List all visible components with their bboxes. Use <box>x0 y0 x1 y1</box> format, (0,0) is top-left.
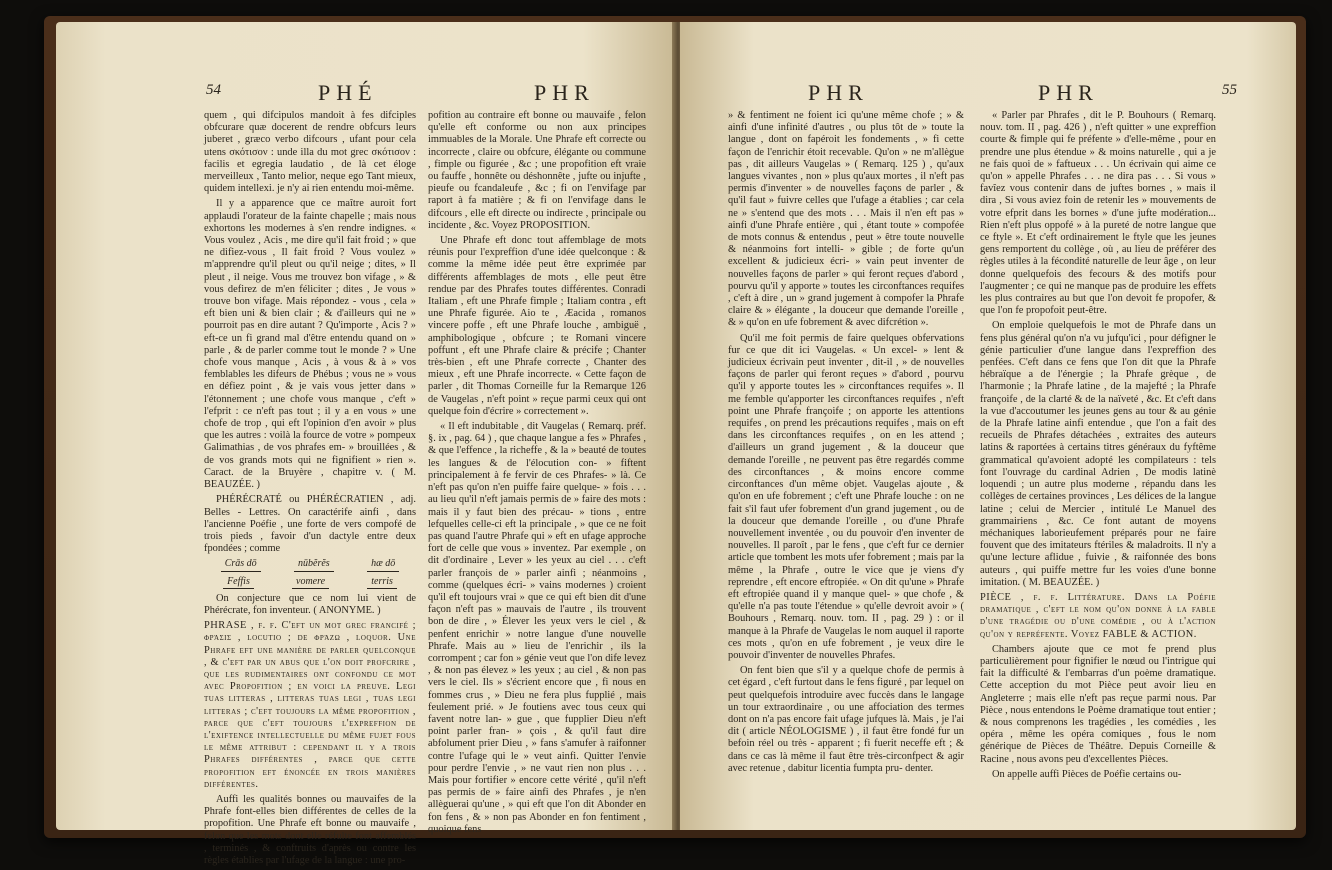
verse-word: terris <box>367 576 397 589</box>
verse-scansion-2 <box>204 576 416 589</box>
header-right-col1: PHR <box>808 80 869 105</box>
right-column-1 <box>728 110 964 778</box>
paragraph: « Il eft indubitable , dit Vaugelas ( Remarq. préf. §. ix , pag. 64 ) , que chaque langue a fes » Phrafes , & que l'effence , la richeffe , & la » beauté de toutes les langues & de l'élocution con- » fiftent principalement à fe fervir de ces Phrafes- » là. Ce n'eft pas qu'on n'en puiffe faire quelque- » fois . . . au lieu qu'il n'eft jamais permis de » faire des mots : mais il y faut bien des précau- » tions , entre lefquelles celle-ci eft la principale , » que ce ne foit pas quand l'autre Phrafe qui » eft en ufage approche fort de celle que vous » inventez. Par exemple , on dit d'ordinaire , Lever » les yeux au ciel . . . c'eft parler françois de » parler ainfi ; néanmoins , comme (quelques écri- » vains modernes ) croient qu'il eft toujours vrai » que ce qui eft bien dit d'une façon n'eft pas » mauvais de l'autre , ils trouvent bon de dire , » Élever les yeux vers le ciel , & penfent enrichir » notre langue d'une nouvelle Phrafe. Mais au » lieu de l'enrichir , ils la corrompent ; car fon » génie veut que l'on dife levez , & non pas élevez » les yeux ; au ciel , & non pas vers le ciel. Ils » s'écrient encore que , fi nous en fommes crus , » Dieu ne fera plus fupplié , mais feulement prié. » Je foutiens avec tous ceux qui favent notre lan- » gue , que fupplier Dieu n'eft point parler fran- » çois , & qu'il faut dire abfolument prier Dieu , » fans s'amufer à raifonner contre l'ufage qui le » veut ainfi. Quitter l'envie pour perdre l'envie , » ne vaut rien non plus . . . Mais pour fortifier » encore cette vérité , qu'il n'eft pas permis de » faire ainfi des Phrafes , je n'en allèguerai qu'une , » qui eft que l'on dit Abonder en fon fens , & » non pas Abonder en fon fentiment , quoique fens <box>428 421 646 835</box>
paragraph: On conjecture que ce nom lui vient de Phérécrate, fon inventeur. ( ANONYME. ) <box>204 592 416 616</box>
paragraph: On appelle auffi Pièces de Poéfie certains ou- <box>992 768 1182 780</box>
paragraph: On fent bien que s'il y a quelque chofe de permis à cet égard , c'eft furtout dans le fens figuré , par lequel on peut quelquefois introduire avec fuccès dans le langage un tour extraordinaire , ou une affociation des termes dont on n'a pas encore fait ufage jufques là. Mais , je l'ai dit ( article NÉOLOGISME ) , il faut être fondé fur un befoin réel ou très - apparent ; fi fuerit neceffe eft ; & dans ce cas là même il faut être très-circonfpect & agir avec retenue , dabitur licentia fumpta pru- denter. <box>728 665 964 774</box>
page-number-right: 55 <box>1222 82 1237 98</box>
paragraph: PHÉRÉCRATÉ ou PHÉRÉCRATIEN , adj. Belles - Lettres. On caractérife ainfi , dans l'ancienne Poéfie , une forte de vers compofé de trois pieds , favoir d'un dactyle entre deux fpondées ; comme <box>204 494 416 555</box>
paragraph: Il y a apparence que ce maître auroit fort applaudi l'orateur de la fainte chapelle ; mais nous exhortons les modernes à s'en rendre indignes. « Vous voulez , Acis , me dire qu'il fait froid ; » que ne difiez-vous , Il fait froid ? Vous voulez » m'apprendre qu'il pleut ou qu'il neige ; dites, » Il pleut , il neige. Vous me trouvez bon vifage , » & vous defirez de m'en féliciter ; dites , Je vous » trouve bon vifage. Mais répondez - vous , cela » eft bien uni & bien clair ; & d'ailleurs qui ne » pourroit pas en dire autant ? Qu'importe , Acis ? » eft-ce un fi grand mal d'être entendu quand on » parle , & de parler comme tout le monde ? » Une chofe vous manque , Acis , à vous & à » vos femblables les difeurs de Phébus ; vous ne » vous en défiez point , & je vais vous jetter dans » l'étonnement ; une chofe vous manque , c'eft » l'efprit : ce n'eft pas tout ; il y a en vous » une chofe de trop , qui eft l'opinion d'en avoir » plus que les autres : voilà la fource de votre » pompeux Galimathias , de vos phrafes em- » brouillées , & de vos grands mots qui ne fignifient » rien ». Caract. de la Bruyère , chapitre v. ( M. BEAUZÉE. ) <box>204 198 416 491</box>
left-column-1 <box>204 110 416 870</box>
verse-word: vomere <box>292 576 329 589</box>
header-left-col1: PHÉ <box>318 80 378 105</box>
entry-piece: PIÈCE , f. f. Littérature. Dans la Poéfie dramatique , c'eft le nom qu'on donne à la fable d'une tragédie ou d'une comédie , ou à l'action qu'on y repréfente. Voyez FABLE & ACTION. <box>980 591 1216 640</box>
paragraph: pofition au contraire eft bonne ou mauvaife , felon qu'elle eft conforme ou non aux principes immuables de la Morale. Une Phrafe eft correcte ou incorrecte , claire ou obfcure, élégante ou commune , fimple ou figurée , &c ; une propofition eft vraie ou fauffe , honnête ou déshonnête , jufte ou injufte , pieufe ou fcandaleufe , &c ; fi on l'envifage par raport à fa matière ; & fi on l'envifage dans le difcours , elle eft directe ou indirecte , principale ou incidente , &c. Voyez PROPOSITION. <box>428 110 646 231</box>
paragraph: « Parler par Phrafes , dit le P. Bouhours ( Remarq. nouv. tom. II , pag. 426 ) , n'eft quitter » une expreffion courte & fimple qui fe préfente » d'elle-même , pour en prendre une plus étendue » & moins naturelle , qui a je ne fais quoi de » faftueux . . . Un écrivain qui aime ce qu'on » appelle Phrafes . . . ne dira pas . . . Si vous » favîez vous contenir dans de juftes bornes , » mais il dira , Si vous aviez foin de retenir les » mouvements de votre efprit dans les bornes » d'une jufte modération... Rien n'eft plus oppofé » à la pureté de notre langue que ce ftyle ». Et c'eft ordinairement le ftyle que les jeunes gens remportent du collège , où , au lieu de préférer des règles utiles à la fécondité naturelle de leur âge , on leur donne quelquefois des fecours & des motifs pour l'augmenter ; ce qui ne manque pas de produire les effets les plus contraires au but que l'on devoit fe propofer, & que l'on fe propofoit peut-être. <box>980 110 1216 317</box>
verse-foot: hæ dō <box>367 558 399 571</box>
right-page <box>680 22 1296 830</box>
paragraph: quem , qui difcipulos mandoit à fes difciples obfcurare quæ docerent de rendre obfcurs leurs juberet , græco verbo difcours , ufant pour cela utens σκότισον : unde illa du mot grec σκότισον : facilis et egregia laudatio , de là cet éloge merveilleux , Tanto melior, neque ego Tant mieux, quidem intellexi. je n'y ai rien entendu moi-même. <box>204 110 416 195</box>
verse-foot: nūbĕrĕs <box>294 558 334 571</box>
header-right-col2: PHR <box>1038 80 1099 105</box>
paragraph: Une Phrafe eft donc tout affemblage de mots réunis pour l'expreffion d'une idée quelconque : & comme la même idée peut être exprimée par différents affemblages de mots , elle peut être rendue par des Phrafes toutes différentes. Conradi Italiam , eft une Phrafe fimple ; Italiam contra , eft une Phrafe figurée. Aio te , Æacida , romanos vincere poffe , eft une Phrafe louche , ambiguë , amphibologique , obfcure ; te Romani vincere poffunt , eft une Phrafe claire & précife ; Chanter très-bien , eft une Phrafe correcte , Chanter des mieux , eft une Phrafe incorrecte. « Cette façon de parler , dit Thomas Corneille fur la Remarque 126 de Vaugelas , n'eft point » reçue parmi ceux qui ont quelque foin d'écrire » correctement ». <box>428 235 646 417</box>
paragraph: Qu'il me foit permis de faire quelques obfervations fur ce que dit ici Vaugelas. « Un excel- » lent & judicieux écrivain peut inventer , dit-il , » de nouvelles façons de parler qui feront reçues » d'abord , pourvu qu'il y apporte toutes les » circonftances requifes ». Il me femble qu'apporter les circonftances requifes , n'eft point une Phrafe françoife ; on apporte les attentions requifes , on prend les précautions requifes , mais on eft dans les circonftances requifes , on en les attend ; d'ailleurs un grand jugement , & la douceur que demande l'oreille , ne peuvent pas être regardés comme des circonftances , & moins encore comme circonftances d'un même objet. Vaugelas ajoute , & qu'on en ufe fobrement ; c'eft une Phrafe louche : on ne fait s'il faut ufer fobrement d'un grand jugement , ou de la douceur que demande l'oreille , ou d'une Phrafe nouvellement inventée , ou du pouvoir d'en inventer de nouvelles. Il paroît , par le fens , que c'eft fur ce dernier article que tombent les mots ufer fobrement ; mais par la même , la Phrafe , outre le vice que je viens d'y reprendre , eft encore eftropiée. « On dit qu'une » Phrafe eft eftropiée quand il y manque quel- » que chofe , & qu'elle n'a pas toute l'étendue » qu'elle devroit avoir » ( Bouhours , Remarq. nouv. tom. II , pag. 29 ) : or il manque à la Phrafe de Vaugelas le nom auquel il raporte ces mots , qu'on en ufe fobrement , je veux dire le pouvoir d'inventer de nouvelles Phrafes. <box>728 332 964 661</box>
right-column-2 <box>980 110 1216 784</box>
left-page <box>56 22 676 866</box>
entry-phrase: PHRASE , f. f. C'eft un mot grec francifé ; φράσις , locutio ; de φράζω , loquor. Une Phrafe eft une manière de parler quelconque , & c'eft par un abus que l'on doit profcrire , que les rudimentaires ont confondu ce mot avec Propofition ; en voici la preuve. Legi tuas litteras , litteras tuas legi , tuas legi litteras ; c'eft toujours la même propofition , parce que c'eft toujours l'expreffion de l'exiftence intellectuelle du même fujet fous le même attribut : cependant il y a trois Phrafes différentes , parce que cette propofition eft énoncée en trois manières différentes. <box>204 620 416 790</box>
open-book <box>44 16 1306 866</box>
paragraph: Chambers ajoute que ce mot fe prend plus particulièrement pour fignifier le nœud ou l'intrigue qui fait la difficulté & l'embarras d'un poème dramatique. Cette acception du mot Pièce peut avoir lieu en Angleterre ; mais elle n'eft pas reçue parmi nous. Par Pièce , nous entendons le Poème dramatique tout entier ; & nous comprenons les tragédies , les comédies , les opéra , même les opéra comiques , fous le nom générique de Pièces de Théâtre. Depuis Corneille & Racine , nous avons peu d'excellentes Pièces. <box>980 643 1216 765</box>
left-column-2 <box>428 110 646 839</box>
paragraph: On emploie quelquefois le mot de Phrafe dans un fens plus général qu'on n'a vu jufqu'ici , pour défigner le génie particulier d'une langue dans l'expreffion des penfées. C'eft dans ce fens que l'on dit que la Phrafe hébraïque a de l'énergie ; la Phrafe grèque , de l'harmonie ; la Phrafe latine , de la majefté ; la Phrafe françoife , de la clarté & de la naïveté , &c. Et c'eft dans la vue d'accoutumer les jeunes gens au tour & au génie de la Phrafe latine ainfi entendue , que l'on a fait des recueils de Phrafes détachées , extraites des auteurs latins & raportées à certains titres généraux du fyftême grammatical qu'avoient adopté les compilateurs : tels font l'ouvrage du cardinal Adrien , De modis latinè loquendi ; un autre plus moderne , répandu dans les collèges de certaines provinces , Les délices de la langue latine ; celui de Mercier , intitulé Le Manuel des grammairiens , &c. Ce font autant de moyens méchaniques laborieufement préparés pour ne faire fouvent que des imitateurs ftériles & maladroits. Il n'y a qu'une lecture aflidue , fuivie , & raifonnée des bons auteurs , qui puiffe mettre fur les voies d'une bonne imitation. ( M. BEAUZÉE. ) <box>980 320 1216 588</box>
header-left-col2: PHR <box>534 80 595 105</box>
verse-word: Feffis <box>223 576 254 589</box>
page-number-left: 54 <box>206 82 221 98</box>
paragraph: Auffi les qualités bonnes ou mauvaifes de la Phrafe font-elles bien différentes de celles de la propofition. Une Phrafe eft bonne ou mauvaife , felon que les mots dont elle réfulte font affemblés , terminés , & conftruits d'après ou contre les règles établies par l'ufage de la langue : une pro- <box>204 793 416 866</box>
paragraph: » & fentiment ne foient ici qu'une même chofe ; » & ainfi d'une infinité d'autres , ou plus tôt de » toute la langue , dont on fapéroit les fondements , » fi cette façon de l'enrichir étoit recevable. Qu'on » ne m'allègue pas , dit ailleurs Vaugelas » ( Remarq. 125 ) , qu'aux langues vivantes , non » plus qu'aux mortes , il n'eft pas permis d'inventer » de nouvelles façons de parler , & qu'il faut » fuivre celles que l'ufage a établies ; car cela ne » s'entend que des mots . . . Mais il n'en eft pas » ainfi d'une Phrafe entière , qui , étant toute » compofée de mots connus & entendus , peut » être toute nouvelle & néanmoins fort intelli- » gible ; de forte qu'un excellent & judicieux écri- » vain peut inventer de nouvelles façons de parler » qui feront reçues d'abord , pourvu qu'il y apporte » toutes les circonftances requifes , c'eft à dire , un » grand jugement à compofer la Phrafe claire & » élégante , la douceur que demande l'oreille , & » qu'on en ufe fobrement & avec difcrétion ». <box>728 110 964 329</box>
verse-scansion-1 <box>204 558 416 571</box>
verse-foot: Crās dō <box>221 558 261 571</box>
